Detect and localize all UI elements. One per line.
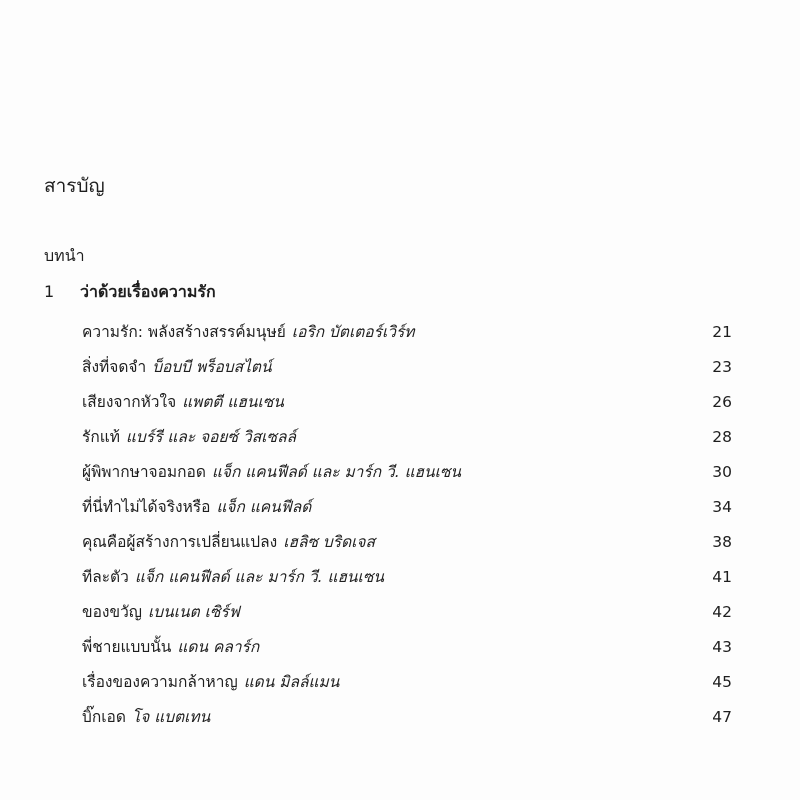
entry-text	[82, 355, 272, 379]
entry-author: แดน มิลล์แมน	[243, 672, 340, 691]
entry-author: บ็อบบี พร็อบสไตน์	[152, 357, 272, 376]
entry-title: เสียงจากหัวใจ	[82, 392, 177, 411]
entry-page-number: 42	[712, 602, 732, 621]
entry-title: ที่นี่ทำไม่ได้จริงหรือ	[82, 497, 211, 516]
entry-author: แจ็ก แคนฟีลด์ และ มาร์ก วี. แฮนเซน	[211, 462, 462, 481]
entry-author: แพตตี แฮนเซน	[182, 392, 284, 411]
entry-text	[82, 635, 259, 659]
entry-author: แบร์รี และ จอยซ์ วิสเซลล์	[125, 427, 296, 446]
entry-author: แจ็ก แคนฟีลด์ และ มาร์ก วี. แฮนเซน	[134, 567, 384, 586]
entry-title: ผู้พิพากษาจอมกอด	[82, 462, 206, 481]
entry-title: บิ๊กเอด	[82, 707, 126, 726]
entry-title: ความรัก: พลังสร้างสรรค์มนุษย์	[82, 322, 286, 341]
entry-text	[82, 565, 384, 589]
entry-text	[82, 705, 210, 729]
entry-page-number: 47	[712, 707, 732, 726]
entry-text	[82, 390, 284, 414]
entry-author: โจ แบตเทน	[131, 707, 211, 726]
toc-entry	[82, 384, 732, 419]
entry-text	[82, 460, 461, 484]
entry-author: แจ็ก แคนฟีลด์	[216, 497, 312, 516]
toc-entry	[82, 629, 732, 664]
entry-text	[82, 425, 296, 449]
entry-page-number: 41	[712, 567, 732, 586]
entry-text	[82, 495, 311, 519]
entry-author: เฮลิซ บริดเจส	[283, 532, 375, 551]
toc-entry	[82, 559, 732, 594]
toc-entry	[82, 454, 732, 489]
section-label: บทนำ	[44, 246, 85, 265]
entry-text	[82, 670, 339, 694]
entry-page-number: 38	[712, 532, 732, 551]
toc-title: สารบัญ	[44, 175, 105, 197]
toc-entry	[82, 419, 732, 454]
toc-entry	[82, 314, 732, 349]
entry-title: เรื่องของความกล้าหาญ	[82, 672, 238, 691]
toc-entry	[82, 594, 732, 629]
toc-entry-list	[82, 314, 732, 734]
entry-author: เอริก บัตเตอร์เวิร์ท	[291, 322, 415, 341]
toc-entry	[82, 349, 732, 384]
entry-page-number: 43	[712, 637, 732, 656]
toc-entry	[82, 489, 732, 524]
entry-page-number: 28	[712, 427, 732, 446]
entry-text	[82, 530, 375, 554]
entry-page-number: 26	[712, 392, 732, 411]
entry-page-number: 45	[712, 672, 732, 691]
entry-page-number: 34	[712, 497, 732, 516]
entry-page-number: 21	[712, 322, 732, 341]
entry-title: ทีละตัว	[82, 567, 129, 586]
entry-text	[82, 320, 415, 344]
chapter-heading	[44, 279, 216, 305]
toc-entry	[82, 664, 732, 699]
entry-title: ของขวัญ	[82, 602, 142, 621]
entry-title: พี่ชายแบบนั้น	[82, 637, 172, 656]
chapter-title: ว่าด้วยเรื่องความรัก	[80, 282, 216, 301]
entry-page-number: 23	[712, 357, 732, 376]
toc-entry	[82, 524, 732, 559]
entry-title: คุณคือผู้สร้างการเปลี่ยนแปลง	[82, 532, 278, 551]
entry-author: แดน คลาร์ก	[177, 637, 260, 656]
entry-text	[82, 600, 240, 624]
toc-entry	[82, 699, 732, 734]
chapter-number: 1	[44, 282, 55, 301]
entry-title: รักแท้	[82, 427, 120, 446]
entry-author: เบนเนต เซิร์ฟ	[147, 602, 240, 621]
entry-page-number: 30	[712, 462, 732, 481]
entry-title: สิ่งที่จดจำ	[82, 357, 147, 376]
